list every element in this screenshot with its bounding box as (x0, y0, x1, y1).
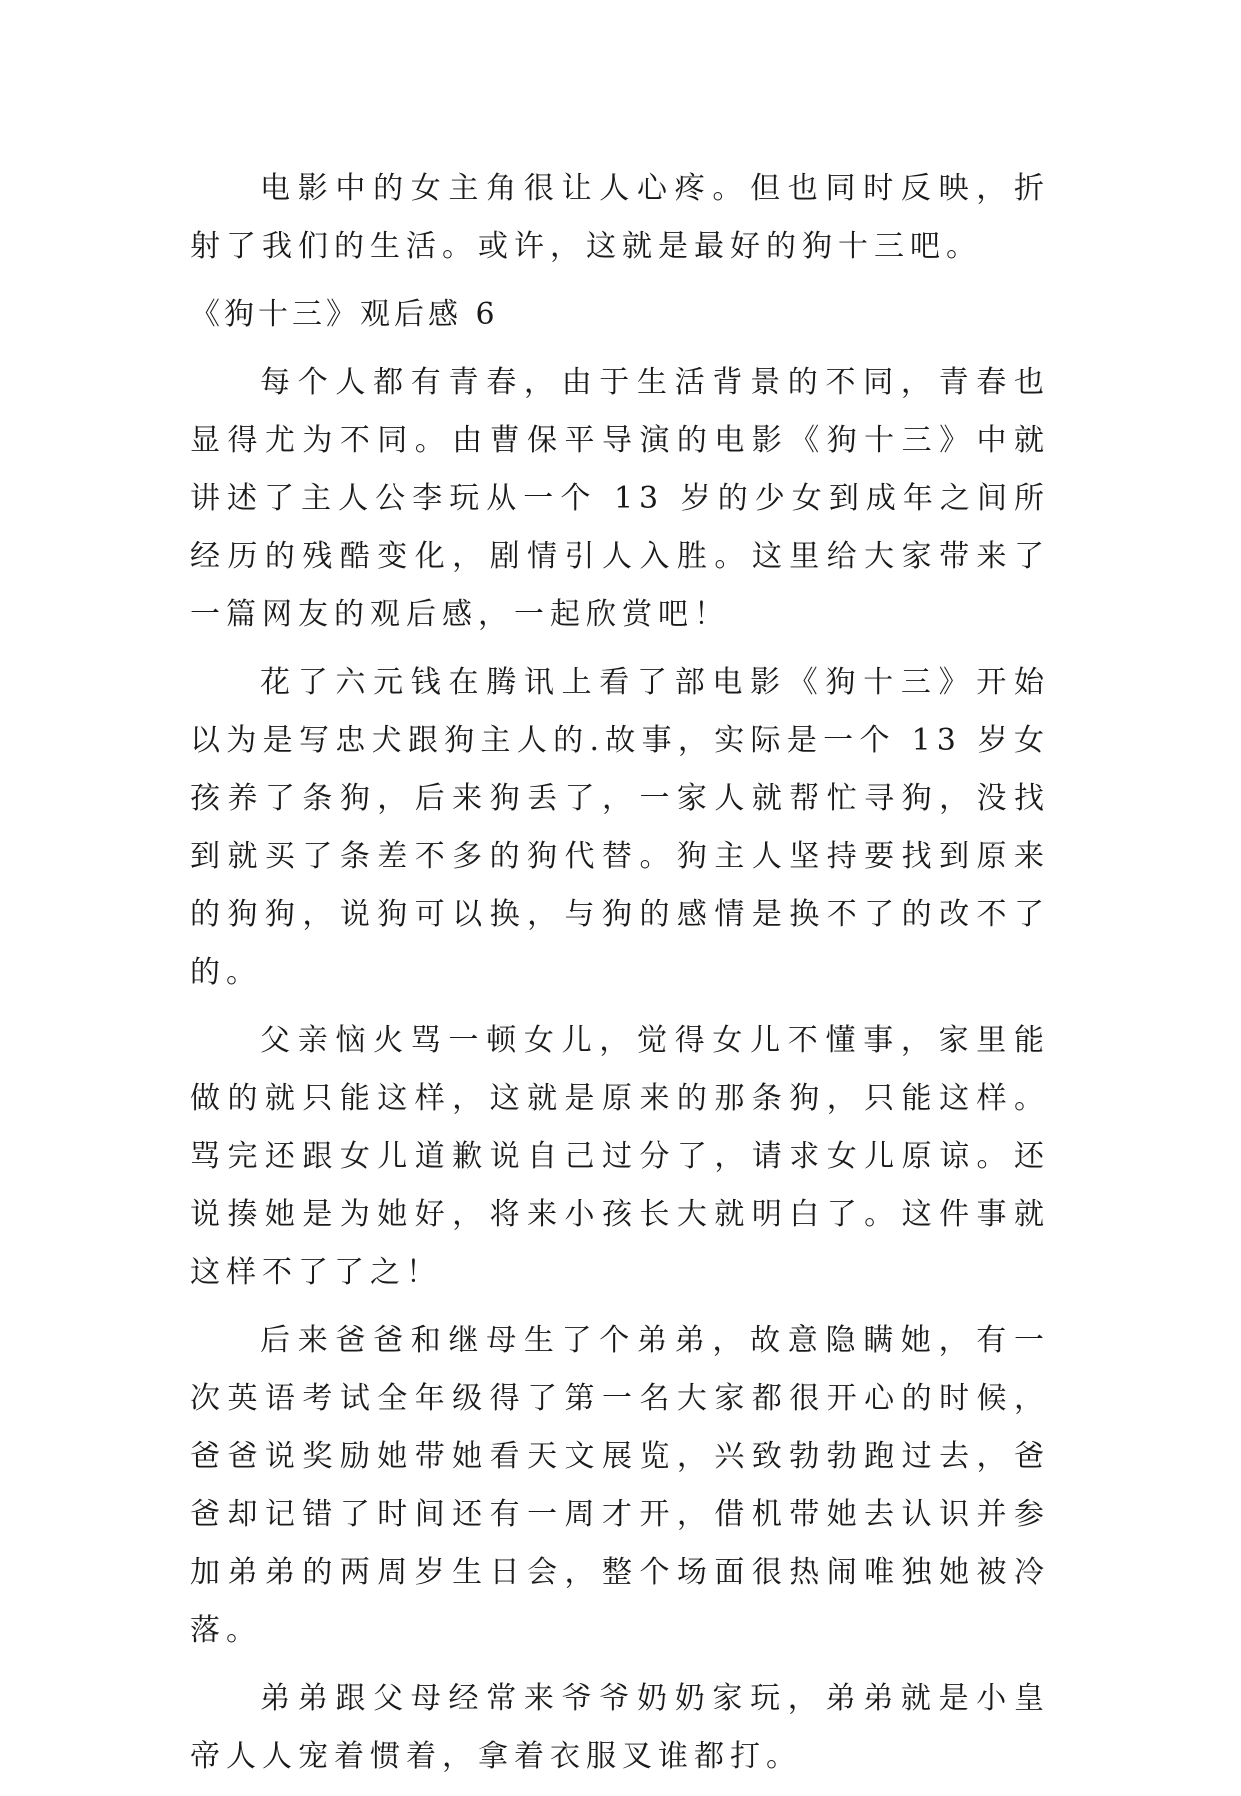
paragraph: 每个人都有青春，由于生活背景的不同，青春也显得尤为不同。由曹保平导演的电影《狗十三》中就讲述了主人公李玩从一个 13 岁的少女到成年之间所经历的残酷变化，剧情引人入胜。这里给大家带来了一篇网友的观后感，一起欣赏吧！ (190, 365, 1050, 632)
paragraph: 电影中的女主角很让人心疼。但也同时反映，折射了我们的生活。或许，这就是最好的狗十三吧。 (190, 171, 1050, 264)
document-body (190, 160, 1050, 1796)
paragraph: 父亲恼火骂一顿女儿，觉得女儿不懂事，家里能做的就只能这样，这就是原来的那条狗，只能这样。骂完还跟女儿道歉说自己过分了，请求女儿原谅。还说揍她是为她好，将来小孩长大就明白了。这件事就这样不了了之！ (190, 1023, 1050, 1290)
paragraph: 花了六元钱在腾讯上看了部电影《狗十三》开始以为是写忠犬跟狗主人的.故事，实际是一个 13 岁女孩养了条狗，后来狗丢了，一家人就帮忙寻狗，没找到就买了条差不多的狗代替。狗主人坚持要找到原来的狗狗，说狗可以换，与狗的感情是换不了的改不了的。 (190, 665, 1050, 990)
paragraph: 弟弟跟父母经常来爷爷奶奶家玩，弟弟就是小皇帝人人宠着惯着，拿着衣服叉谁都打。 (190, 1681, 1050, 1774)
section-heading: 《狗十三》观后感 6 (190, 297, 499, 332)
paragraph: 后来爸爸和继母生了个弟弟，故意隐瞒她，有一次英语考试全年级得了第一名大家都很开心的时候，爸爸说奖励她带她看天文展览，兴致勃勃跑过去，爸爸却记错了时间还有一周才开，借机带她去认识并参加弟弟的两周岁生日会，整个场面很热闹唯独她被冷落。 (190, 1323, 1050, 1648)
